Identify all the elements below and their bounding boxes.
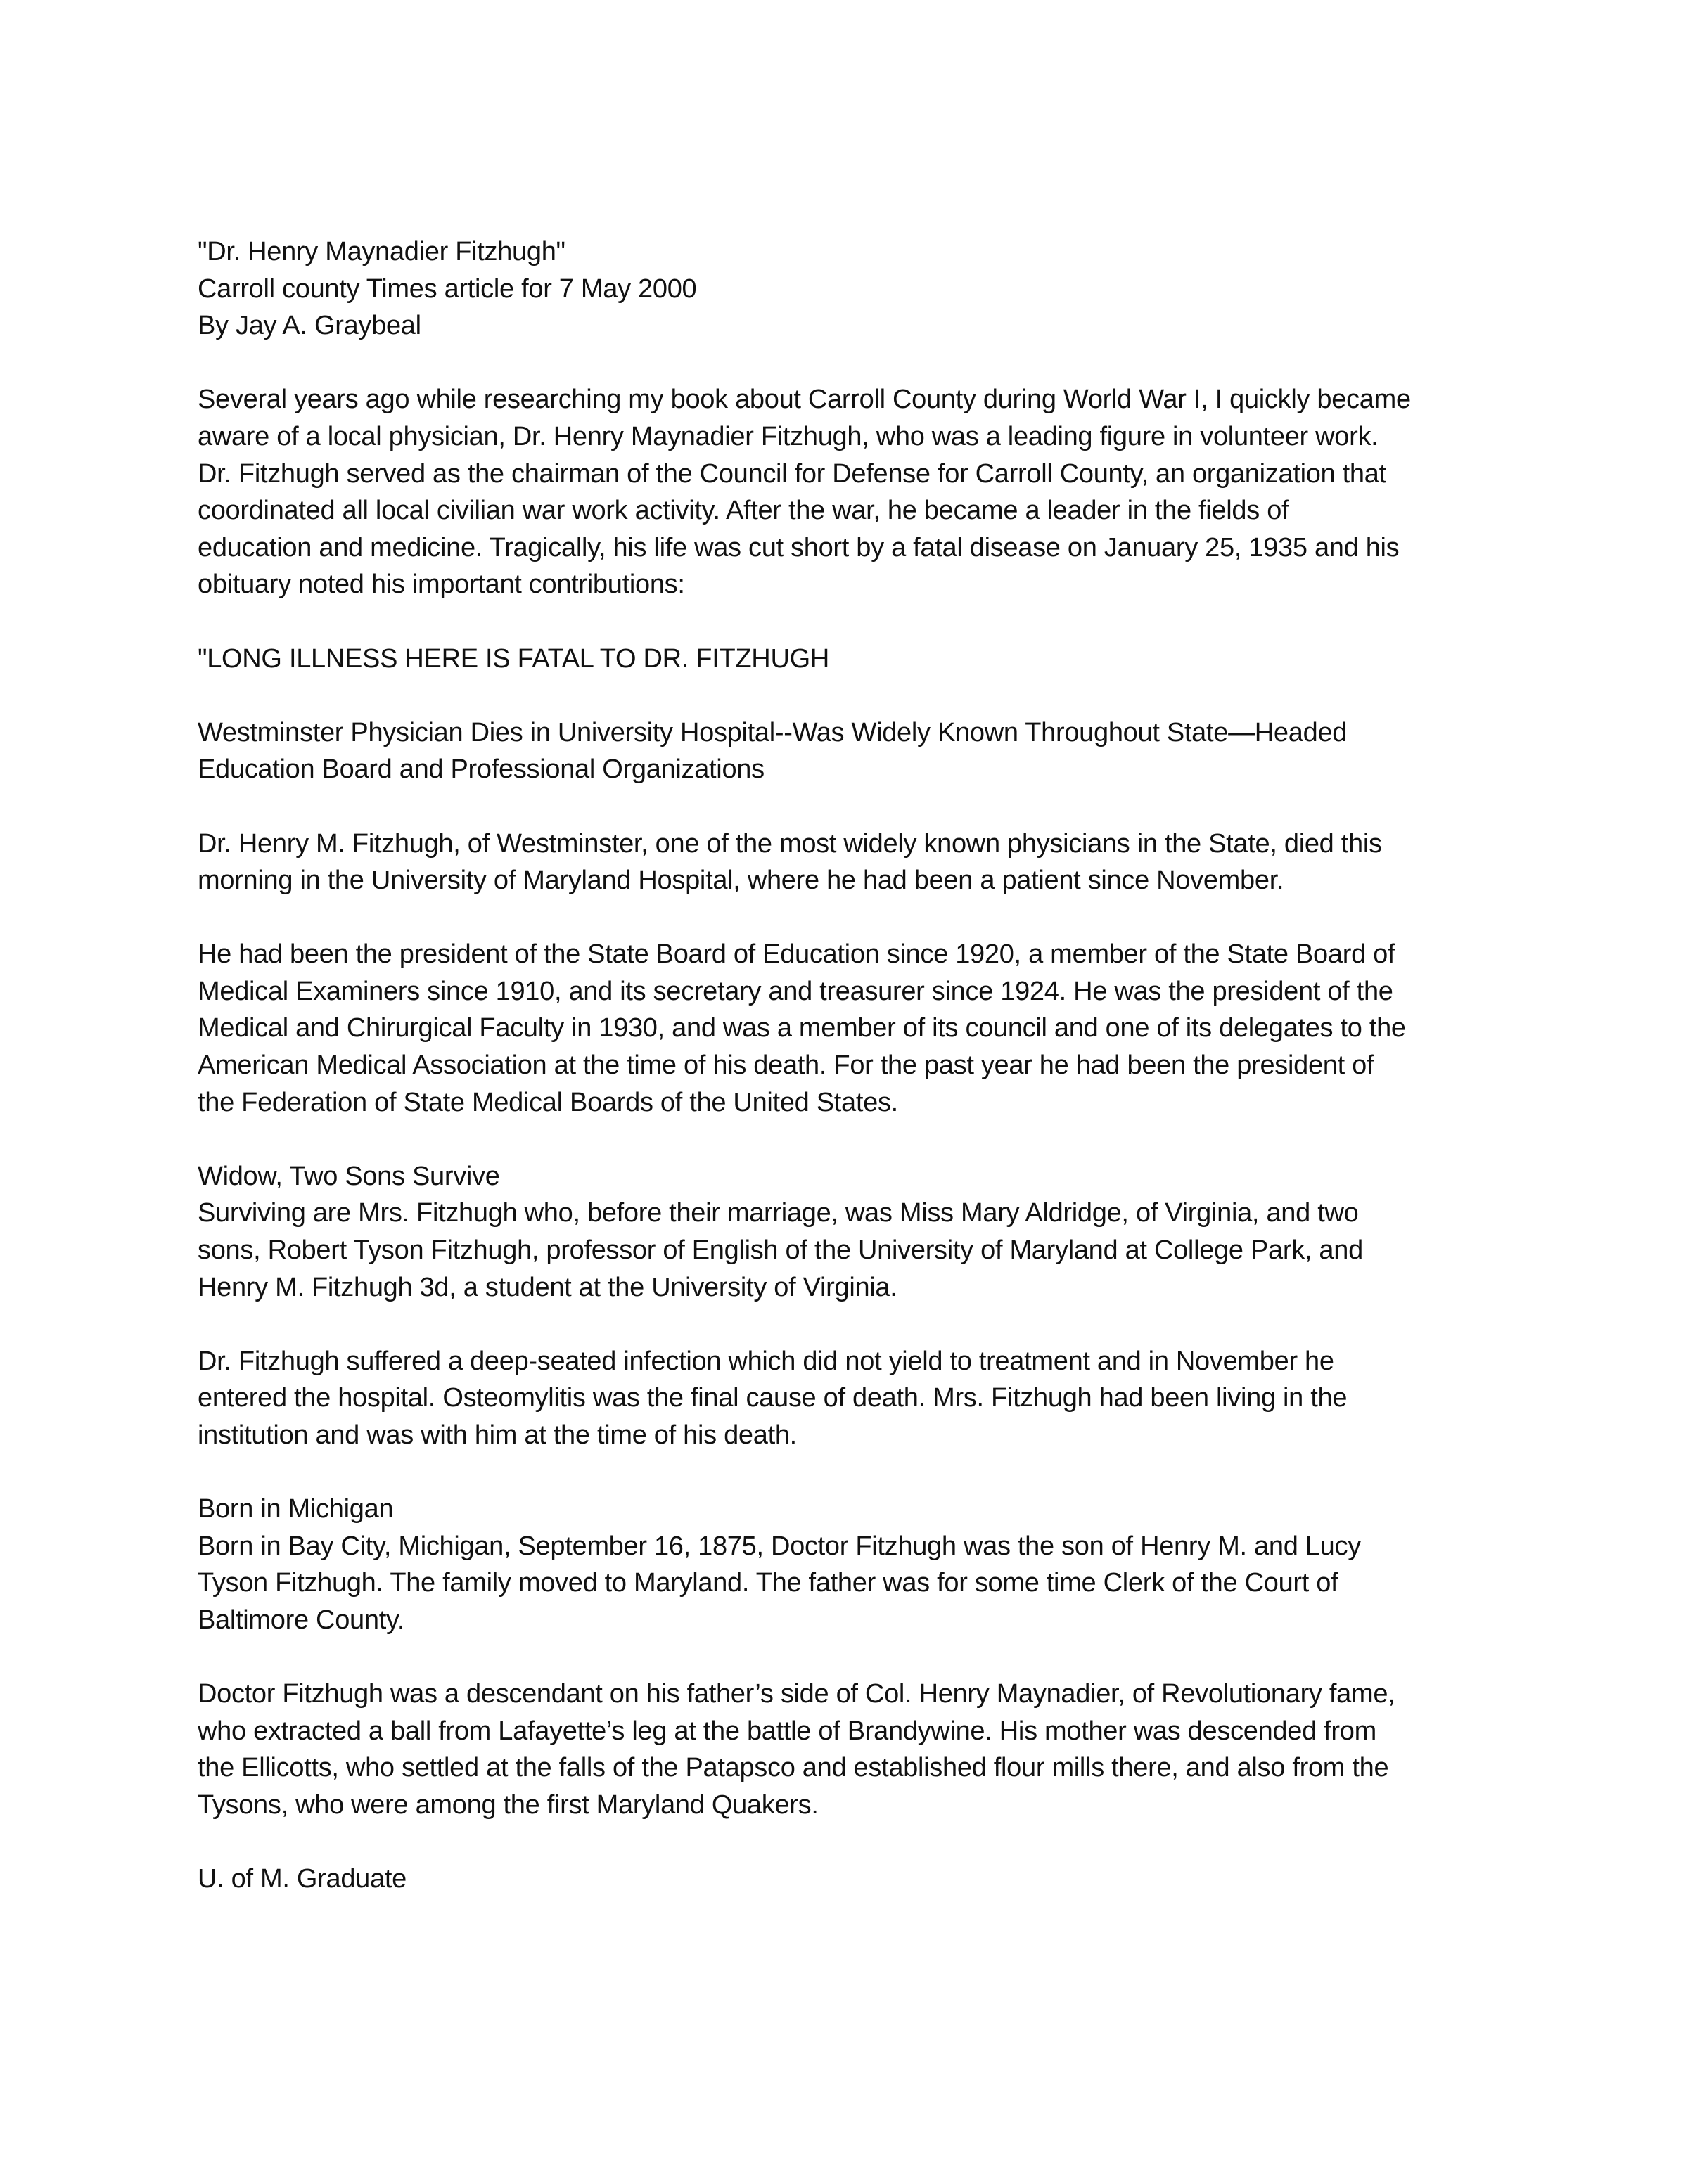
obituary-paragraph-1	[198, 826, 1506, 899]
text-line: Surviving are Mrs. Fitzhugh who, before their marriage, was Miss Mary Aldridge, of Virginia, and two	[198, 1198, 1359, 1228]
text-line: entered the hospital. Osteomylitis was the final cause of death. Mrs. Fitzhugh had been living in the	[198, 1383, 1348, 1413]
text-line: Education Board and Professional Organizations	[198, 754, 765, 785]
section-heading: Born in Michigan	[198, 1494, 394, 1524]
text-line: Baltimore County.	[198, 1605, 405, 1635]
blank-line	[198, 345, 1506, 382]
text-line: Westminster Physician Dies in University Hospital--Was Widely Known Throughout State—Headed	[198, 717, 1348, 747]
section-heading: Widow, Two Sons Survive	[198, 1161, 500, 1191]
text-line: Dr. Henry M. Fitzhugh, of Westminster, one of the most widely known physicians in the State, died this	[198, 828, 1382, 859]
text-line: Tyson Fitzhugh. The family moved to Maryland. The father was for some time Clerk of the Court of	[198, 1568, 1338, 1598]
text-line: Medical and Chirurgical Faculty in 1930, and was a member of its council and one of its delegates to the	[198, 1013, 1406, 1043]
text-line: Henry M. Fitzhugh 3d, a student at the University of Virginia.	[198, 1272, 897, 1302]
intro-paragraph	[198, 381, 1506, 603]
obituary-headline	[198, 641, 1506, 678]
text-line: obituary noted his important contributions:	[198, 570, 685, 600]
text-line: sons, Robert Tyson Fitzhugh, professor of English of the University of Maryland at College Park, and	[198, 1235, 1363, 1266]
text-line: Tysons, who were among the first Maryland Quakers.	[198, 1790, 819, 1820]
text-line: morning in the University of Maryland Hospital, where he had been a patient since November.	[198, 866, 1284, 896]
text-line: education and medicine. Tragically, his life was cut short by a fatal disease on January 25, 1935 and his	[198, 532, 1400, 563]
text-line: coordinated all local civilian war work activity. After the war, he became a leader in the fields of	[198, 496, 1289, 526]
text-line: the Ellicotts, who settled at the falls of the Patapsco and established flour mills there, and also from the	[198, 1753, 1389, 1783]
text-line: Born in Bay City, Michigan, September 16, 1875, Doctor Fitzhugh was the son of Henry M. and Lucy	[198, 1531, 1361, 1561]
obituary-paragraph-3	[198, 1343, 1506, 1454]
blank-line	[198, 1639, 1506, 1676]
text-line: the Federation of State Medical Boards of the United States.	[198, 1087, 898, 1117]
blank-line	[198, 899, 1506, 937]
article-title: "Dr. Henry Maynadier Fitzhugh"	[198, 237, 565, 266]
blank-line	[198, 1306, 1506, 1343]
section-heading: U. of M. Graduate	[198, 1864, 407, 1894]
article-body	[198, 233, 1506, 1898]
blank-line	[198, 1121, 1506, 1158]
blank-line	[198, 603, 1506, 641]
text-line: Several years ago while researching my book about Carroll County during World War I, I quickly became	[198, 385, 1411, 415]
obituary-subhead	[198, 714, 1506, 788]
article-header	[198, 233, 1506, 345]
headline-text: "LONG ILLNESS HERE IS FATAL TO DR. FITZHUGH	[198, 643, 829, 674]
blank-line	[198, 788, 1506, 826]
text-line: Dr. Fitzhugh suffered a deep-seated infection which did not yield to treatment and in November he	[198, 1346, 1334, 1376]
obituary-paragraph-2	[198, 936, 1506, 1121]
text-line: Dr. Fitzhugh served as the chairman of the Council for Defense for Carroll County, an organization that	[198, 458, 1386, 489]
blank-line	[198, 1454, 1506, 1491]
text-line: aware of a local physician, Dr. Henry Maynadier Fitzhugh, who was a leading figure in volunteer work.	[198, 421, 1379, 451]
text-line: American Medical Association at the time of his death. For the past year he had been the president of	[198, 1051, 1374, 1081]
section-widow	[198, 1158, 1506, 1306]
blank-line	[198, 1824, 1506, 1861]
section-graduate	[198, 1861, 1506, 1898]
text-line: He had been the president of the State Board of Education since 1920, a member of the State Board of	[198, 939, 1395, 970]
text-line: who extracted a ball from Lafayette’s leg at the battle of Brandywine. His mother was descended from	[198, 1716, 1376, 1746]
obituary-paragraph-4	[198, 1676, 1506, 1823]
section-born	[198, 1491, 1506, 1638]
text-line: institution and was with him at the time of his death.	[198, 1420, 797, 1450]
text-line: Doctor Fitzhugh was a descendant on his father’s side of Col. Henry Maynadier, of Revolutionary fame,	[198, 1679, 1395, 1709]
blank-line	[198, 677, 1506, 714]
publication-line: Carroll county Times article for 7 May 2000	[198, 274, 697, 304]
byline: By Jay A. Graybeal	[198, 311, 421, 341]
text-line: Medical Examiners since 1910, and its secretary and treasurer since 1924. He was the president of the	[198, 976, 1393, 1006]
